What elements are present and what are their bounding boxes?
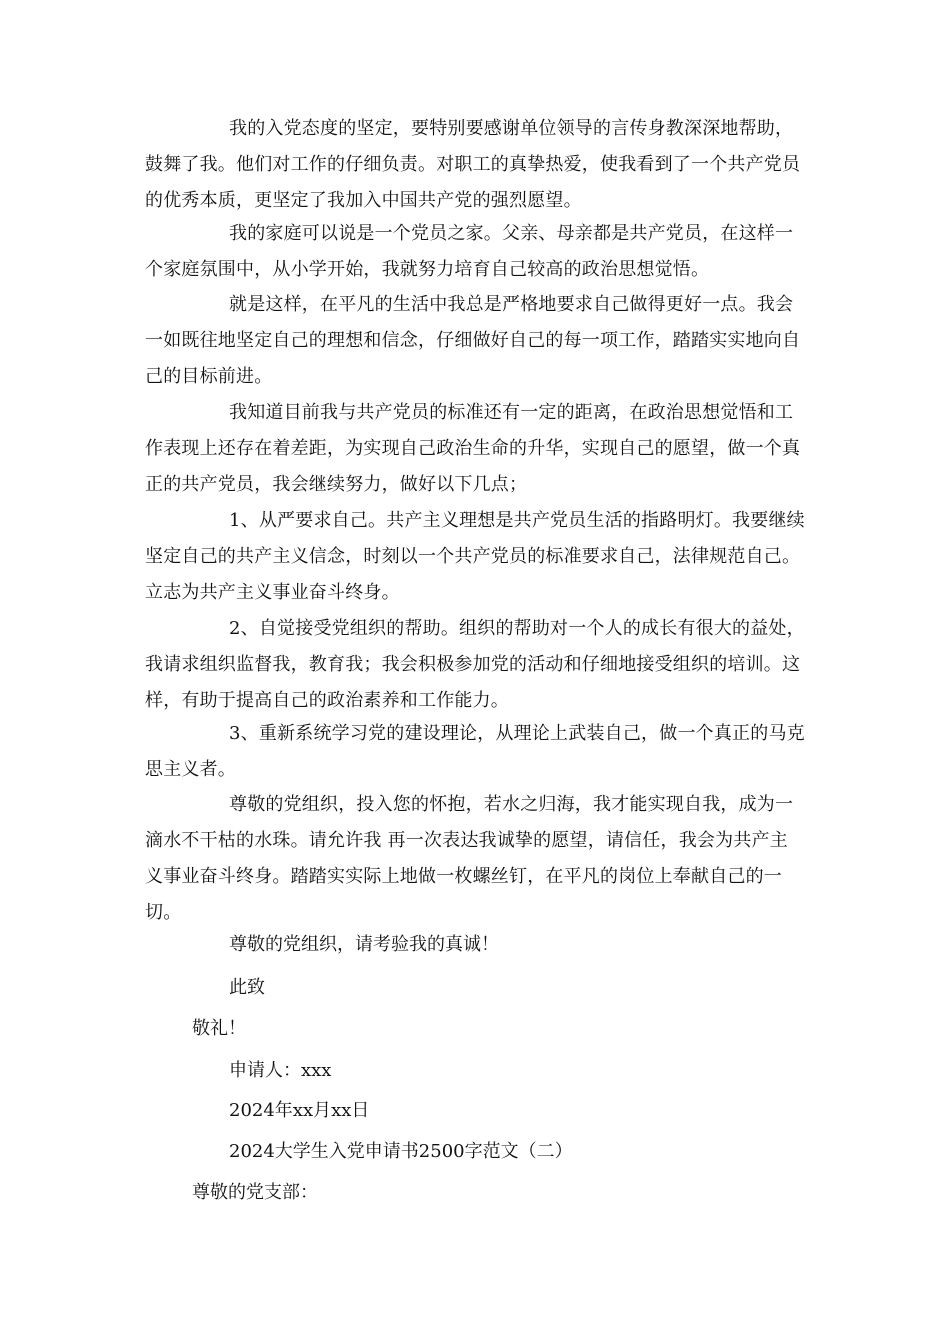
paragraph-gratitude: 我的入党态度的坚定，要特别要感谢单位领导的言传身教深深地帮助，鼓舞了我。他们对工作的仔细负责。对职工的真挚热爱，使我看到了一个共产党员的优秀本质，更坚定了我加入中国共产党的强烈愿望。 <box>145 118 801 211</box>
cizhi-line: 此致 <box>229 977 265 998</box>
sincerity-line: 尊敬的党组织，请考验我的真诚！ <box>229 934 499 955</box>
jingli-line: 敬礼！ <box>192 1018 246 1039</box>
paragraph-point-1: 1、从严要求自己。共产主义理想是共产党员生活的指路明灯。我要继续坚定自己的共产主义信念，时刻以一个共产党员的标准要求自己，法律规范自己。立志为共产主义事业奋斗终身。 <box>145 510 805 603</box>
applicant-line: 申请人：xxx <box>229 1060 332 1081</box>
paragraph-point-2: 2、自觉接受党组织的帮助。组织的帮助对一个人的成长有很大的益处，我请求组织监督我，教育我；我会积极参加党的活动和仔细地接受组织的培训。这样，有助于提高自己的政治素养和工作能力。 <box>145 618 805 711</box>
paragraph-gap: 我知道目前我与共产党员的标准还有一定的距离，在政治思想觉悟和工作表现上还存在着差距，为实现自己政治生命的升华，实现自己的愿望，做一个真正的共产党员，我会继续努力，做好以下几点； <box>145 402 801 495</box>
paragraph-family: 我的家庭可以说是一个党员之家。父亲、母亲都是共产党员，在这样一个家庭氛围中，从小学开始，我就努力培育自己较高的政治思想觉悟。 <box>145 223 794 280</box>
next-section-title: 2024大学生入党申请书2500字范文（二） <box>229 1141 573 1162</box>
paragraph-point-3: 3、重新系统学习党的建设理论，从理论上武装自己，做一个真正的马克思主义者。 <box>145 723 805 780</box>
paragraph-strict: 就是这样，在平凡的生活中我总是严格地要求自己做得更好一点。我会一如既往地坚定自己的理想和信念，仔细做好自己的每一项工作，踏踏实实地向自己的目标前进。 <box>145 294 801 387</box>
salutation-line: 尊敬的党支部： <box>192 1182 318 1203</box>
paragraph-pledge: 尊敬的党组织，投入您的怀抱，若水之归海，我才能实现自我，成为一滴水不干枯的水珠。请允许我 再一次表达我诚挚的愿望，请信任，我会为共产主义事业奋斗终身。踏踏实实际上地做一枚螺丝钉，在平凡的岗位上奉献自己的一切。 <box>145 794 794 923</box>
date-line: 2024年xx月xx日 <box>229 1100 370 1121</box>
